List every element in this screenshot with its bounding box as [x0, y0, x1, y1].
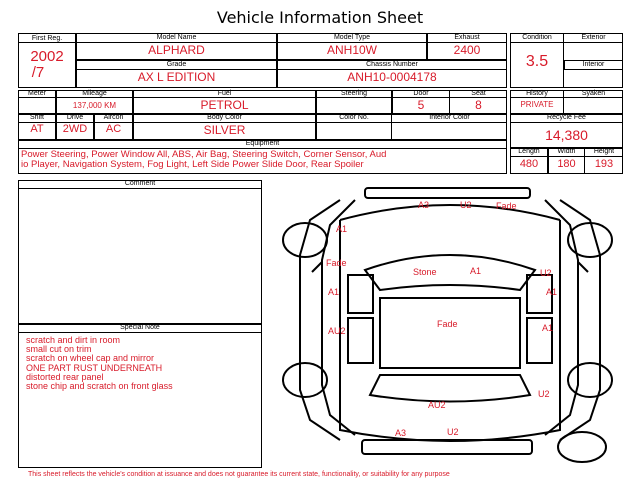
list-item: scratch on wheel cap and mirror [26, 353, 155, 364]
exhaust-value: 2400 [453, 43, 481, 57]
list-item: small cut on trim [26, 344, 92, 355]
sheet-title: Vehicle Information Sheet [216, 8, 424, 27]
length-value: 480 [519, 158, 539, 170]
recycle-fee-value: 14,380 [545, 127, 588, 143]
body-color-label: Body Color [207, 114, 242, 121]
aircon-label: Aircon [103, 114, 124, 121]
meter-label: Meter [28, 90, 46, 97]
damage-mark: A3 [395, 428, 407, 438]
roof-outline [380, 298, 520, 368]
disclaimer-text: This sheet reflects the vehicle's condition at issuance and does not guarantee its current state, functionality, or suitability for any purpose [28, 471, 450, 478]
comment-label: Comment [124, 180, 156, 187]
left-side-outline [300, 200, 340, 440]
wheel-rear-left [283, 363, 327, 397]
left-mirror [312, 262, 322, 272]
mileage-label: Mileage [82, 90, 107, 97]
wheel-front-right [568, 223, 612, 257]
seat-label: Seat [471, 90, 486, 97]
damage-mark: A1 [336, 224, 348, 234]
width-value: 180 [557, 158, 576, 170]
interior-color-label: Interior Color [429, 114, 470, 121]
aircon-value: AC [105, 123, 122, 135]
list-item: ONE PART RUST UNDERNEATH [26, 362, 163, 373]
damage-mark: A3 [418, 200, 430, 210]
condition-label: Condition [522, 34, 552, 41]
color-no-label: Color No. [339, 114, 369, 121]
model-type-value: ANH10W [326, 43, 377, 57]
damage-mark: A1 [542, 323, 554, 333]
left-front-window [348, 275, 373, 313]
model-name-value: ALPHARD [148, 43, 205, 57]
list-item: scratch and dirt in room [26, 335, 121, 345]
width-label: Width [557, 148, 576, 155]
wheel-rear-right [568, 363, 612, 397]
equipment-label: Equipment [245, 140, 280, 147]
equipment-line-2: io Player, Navigation System, Fog Light, Left Side Power Slide Door, Rear Spoiler [21, 159, 364, 170]
grade-value: AX L EDITION [137, 70, 216, 84]
damage-mark: U2 [460, 200, 472, 210]
drive-label: Drive [66, 114, 84, 121]
model-name-label: Model Name [156, 34, 197, 41]
damage-mark: Fade [326, 258, 347, 268]
door-value: 5 [417, 98, 425, 112]
right-mirror [578, 262, 588, 272]
damage-mark: A1 [470, 266, 482, 276]
equipment-line-1: Power Steering, Power Window All, ABS, Air Bag, Steering Switch, Corner Sensor, Aud [21, 149, 387, 160]
length-label: Length [518, 148, 540, 155]
list-item: stone chip and scratch on front glass [26, 381, 173, 392]
damage-mark: A1 [328, 287, 340, 297]
chassis-label: Chassis Number [366, 61, 418, 68]
history-label: History [526, 90, 548, 97]
grade-label: Grade [166, 61, 187, 68]
first-reg-month: /7 [31, 64, 45, 81]
spare-wheel [558, 432, 606, 462]
front-top-outline [340, 205, 560, 220]
first-reg-label: First Reg. [31, 35, 63, 42]
first-reg-year: 2002 [30, 48, 64, 65]
drive-value: 2WD [62, 123, 88, 135]
height-value: 193 [594, 158, 614, 170]
front-bumper-outline [365, 188, 530, 198]
mileage-value: 137,000 KM [72, 101, 117, 110]
exhaust-label: Exhaust [454, 34, 480, 41]
rear-bumper-outline [362, 440, 532, 454]
door-label: Door [413, 90, 429, 97]
condition-value: 3.5 [525, 53, 549, 70]
damage-mark: Fade [496, 201, 517, 211]
list-item: distorted rear panel [26, 371, 104, 382]
windshield-outline [365, 255, 535, 290]
steering-label: Steering [340, 90, 368, 97]
left-rear-window [348, 318, 373, 363]
damage-mark: Fade [437, 319, 458, 329]
chassis-value: ANH10-0004178 [347, 70, 437, 84]
history-value: PRIVATE [520, 100, 554, 109]
damage-mark: Stone [413, 267, 437, 277]
right-side-outline [560, 200, 600, 440]
interior-label: Interior [582, 61, 605, 68]
damage-mark: AU2 [428, 400, 446, 410]
fuel-value: PETROL [200, 98, 249, 112]
damage-mark: U2 [540, 268, 552, 278]
seat-value: 8 [475, 98, 482, 112]
exterior-label: Exterior [581, 34, 606, 41]
rear-window-outline [370, 375, 530, 402]
syaken-label: Syaken [581, 90, 606, 97]
damage-mark: U2 [447, 427, 459, 437]
special-note-label: Special Note [120, 324, 160, 331]
model-type-label: Model Type [333, 34, 371, 41]
damage-mark: A1 [546, 287, 558, 297]
fuel-label: Fuel [217, 90, 232, 97]
shift-label: Shift [29, 114, 44, 121]
damage-mark: AU2 [328, 326, 346, 336]
recycle-fee-label: Recycle Fee [547, 114, 586, 121]
body-color-value: SILVER [203, 123, 246, 137]
damage-mark: U2 [538, 389, 550, 399]
shift-value: AT [30, 123, 44, 135]
height-label: Height [593, 148, 615, 155]
